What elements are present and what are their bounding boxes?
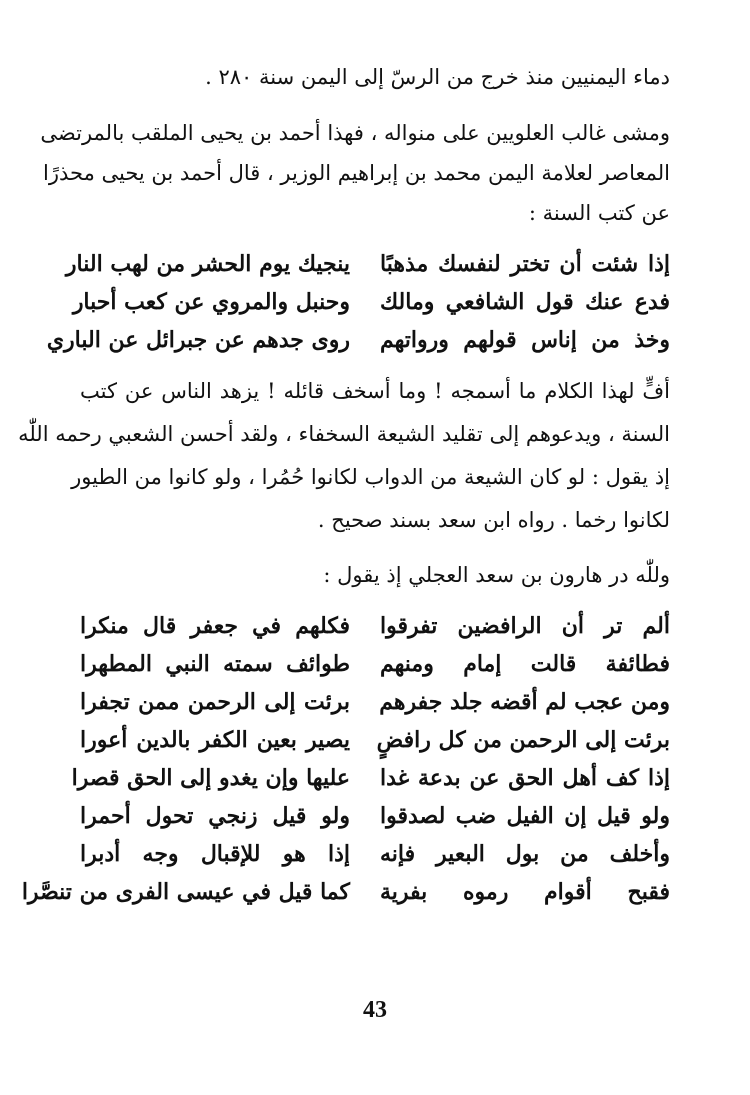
poem-verse xyxy=(21,875,670,909)
poem-verse xyxy=(80,837,670,871)
verse-second-hemistich: روى جدهم عن جبرائل عن الباري xyxy=(46,327,350,353)
text-line: السنة ، ويدعوهم إلى تقليد الشيعة السخفاء ، ولقد أحسن الشعبي رحمه اللّٰه xyxy=(18,422,670,446)
verse-second-hemistich: ولو قيل زنجي تحول أحمرا xyxy=(80,803,350,829)
verse-first-hemistich: ومن عجب لم أقضه جلد جفرهم xyxy=(379,689,670,715)
text-line: لكانوا رخما . رواه ابن سعد بسند صحيح . xyxy=(317,508,670,532)
verse-first-hemistich: وأخلف من بول البعير فإنه xyxy=(380,841,670,867)
verse-second-hemistich: كما قيل في عيسى الفرى من تنصَّرا xyxy=(21,879,350,905)
poem-verse xyxy=(80,685,670,719)
verse-first-hemistich: وخذ من إناس قولهم ورواتهم xyxy=(380,327,670,353)
poem-verse xyxy=(80,723,670,757)
verse-first-hemistich: ولو قيل إن الفيل ضب لصدقوا xyxy=(380,803,670,829)
poem-verse xyxy=(46,323,670,357)
verse-second-hemistich: طوائف سمته النبي المطهرا xyxy=(80,651,350,677)
verse-first-hemistich: فقبح أقوام رموه بفرية xyxy=(380,879,670,905)
verse-second-hemistich: يصير بعين الكفر بالدين أعورا xyxy=(80,727,350,753)
verse-second-hemistich: إذا هو للإقبال وجه أدبرا xyxy=(80,841,350,867)
poem-verse xyxy=(65,247,670,281)
text-line: دماء اليمنيين منذ خرج من الرسّ إلى اليمن سنة ٢٨٠ . xyxy=(205,65,670,89)
verse-second-hemistich: عليها وإن يغدو إلى الحق قصرا xyxy=(71,765,350,791)
poem-verse xyxy=(71,761,670,795)
text-line: عن كتب السنة : xyxy=(528,201,670,225)
verse-second-hemistich: برئت إلى الرحمن ممن تجفرا xyxy=(80,689,350,715)
verse-first-hemistich: فدع عنك قول الشافعي ومالك xyxy=(380,289,670,315)
verse-second-hemistich: ينجيك يوم الحشر من لهب النار xyxy=(65,251,350,277)
text-line: ومشى غالب العلويين على منواله ، فهذا أحمد بن يحيى الملقب بالمرتضى xyxy=(40,121,670,145)
page-number: 43 xyxy=(363,997,387,1023)
poem-verse xyxy=(80,799,670,833)
poem-verse xyxy=(80,609,670,643)
text-line: المعاصر لعلامة اليمن محمد بن إبراهيم الوزير ، قال أحمد بن يحيى محذرًا xyxy=(43,161,670,185)
text-line: إذ يقول : لو كان الشيعة من الدواب لكانوا حُمُرا ، ولو كانوا من الطيور xyxy=(71,465,670,489)
verse-first-hemistich: إذا كف أهل الحق عن بدعة غدا xyxy=(380,765,670,791)
verse-first-hemistich: إذا شئت أن تختر لنفسك مذهبًا xyxy=(380,251,670,277)
verse-first-hemistich: فطائفة قالت إمام ومنهم xyxy=(380,651,670,677)
poem-verse xyxy=(72,285,670,319)
text-line: أفٍّ لهذا الكلام ما أسمجه ! وما أسخف قائله ! يزهد الناس عن كتب xyxy=(80,379,670,403)
verse-second-hemistich: فكلهم في جعفر قال منكرا xyxy=(80,613,350,639)
verse-first-hemistich: ألم تر أن الرافضين تفرقوا xyxy=(380,613,670,639)
poem-verse xyxy=(80,647,670,681)
text-line: وللّٰه در هارون بن سعد العجلي إذ يقول : xyxy=(323,563,670,587)
verse-first-hemistich: برئت إلى الرحمن من كل رافضٍ xyxy=(376,727,670,753)
verse-second-hemistich: وحنبل والمروي عن كعب أحبار xyxy=(72,289,350,315)
